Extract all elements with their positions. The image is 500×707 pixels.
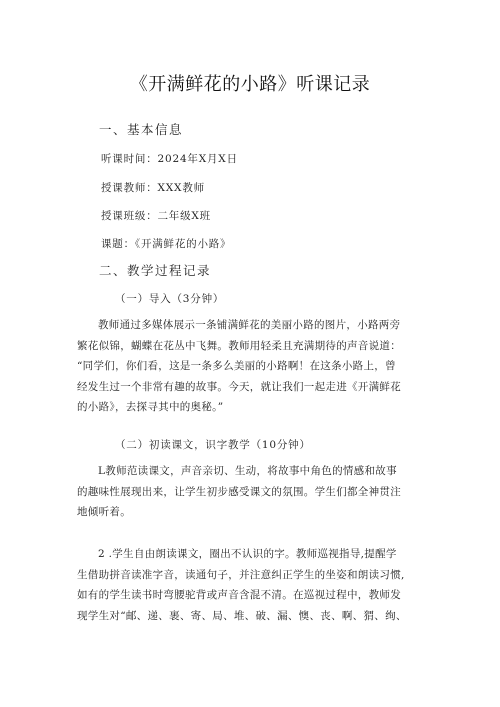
subheading-reading: （二）初读课文，识字教学（10分钟） xyxy=(115,439,311,451)
paragraph-reading-item2 xyxy=(77,544,432,626)
paragraph-line: 2 .学生自由朗读课文，圈出不认识的字。教师巡视指导,提醒学 xyxy=(98,548,397,560)
paragraph-line: 经发生过一个非常有趣的故事。今天，就让我们一起走进《开满鲜花 xyxy=(77,380,401,393)
paragraph-reading-item1 xyxy=(77,461,432,523)
paragraph-line: L教师范读课文，声音亲切、生动，将故事中角色的情感和故事 xyxy=(98,465,397,477)
paragraph-line: 现学生对“邮、递、裹、寄、局、堆、破、漏、懊、丧、啊、猬、绚、 xyxy=(77,609,407,622)
paragraph-line: 生借助拼音读准字音，读通句子，并注意纠正学生的坐姿和朗读习惯, xyxy=(77,568,405,581)
paragraph-line: 教师通过多媒体展示一条铺满鲜花的美丽小路的图片，小路两旁 xyxy=(98,319,401,331)
document-title: 《开满鲜花的小路》听课记录 xyxy=(129,74,371,95)
info-class: 授课班级：二年级X班 xyxy=(101,210,211,222)
paragraph-line: “同学们，你们看，这是一条多么美丽的小路啊！在这条小路上，曾 xyxy=(77,360,396,372)
info-teacher: 授课教师：XXX教师 xyxy=(101,182,205,194)
section-heading-basic-info: 一、基本信息 xyxy=(99,122,184,137)
section-heading-process: 二、教学过程记录 xyxy=(99,263,212,278)
paragraph-line: 地倾听着。 xyxy=(77,506,131,518)
info-time: 听课时间：2024年X月X日 xyxy=(101,153,238,165)
paragraph-line: 繁花似锦，蝴蝶在花丛中飞舞。教师用轻柔且充满期待的声音说道： xyxy=(77,339,401,352)
paragraph-intro xyxy=(77,315,432,418)
info-lesson: 课题：《开满鲜花的小路》 xyxy=(101,238,232,250)
paragraph-line: 的趣味性展现出来，让学生初步感受课文的氛围。学生们都全神贯注 xyxy=(77,485,401,498)
subheading-intro: （一）导入（3分钟） xyxy=(115,293,225,305)
paragraph-line: 如有的学生读书时弯腰驼背或声音含混不清。在巡视过程中，教师发 xyxy=(77,589,401,601)
paragraph-line: 的小路》，去探寻其中的奥秘。” xyxy=(77,401,224,413)
